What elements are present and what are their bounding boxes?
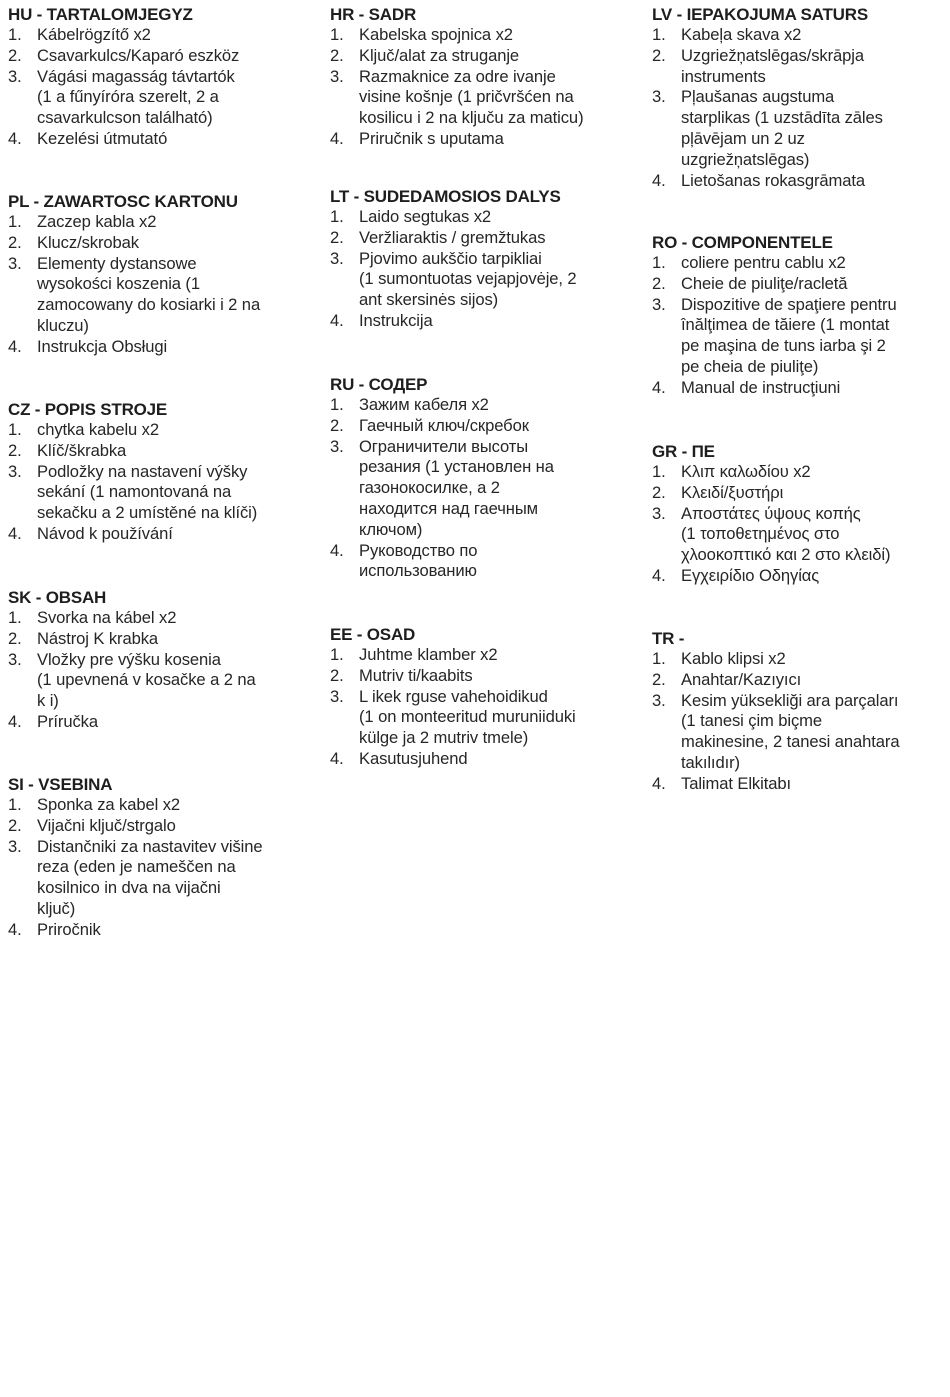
- item-text: Εγχειρίδιο Οδηγίας: [681, 565, 820, 585]
- list-item: [330, 46, 642, 67]
- item-number: 4.: [652, 565, 666, 585]
- item-text: Návod k používání: [37, 523, 173, 543]
- item-text: Príručka: [37, 711, 98, 731]
- item-text: Ограничители высоты резания (1 установлен на газонокосилке, а 2 находится над гаечным ключом): [359, 436, 554, 539]
- item-number: 1.: [330, 207, 344, 226]
- list-item: [652, 295, 948, 378]
- section-cz: [8, 399, 320, 545]
- item-text: Priročnik: [37, 919, 101, 939]
- item-list: [652, 25, 948, 191]
- list-item: [330, 437, 642, 541]
- item-text: Kabelska spojnica x2: [359, 25, 513, 44]
- item-number: 2.: [652, 669, 666, 689]
- item-text: coliere pentru cablu x2: [681, 253, 846, 272]
- section-heading: GR - ΠΕ: [652, 442, 715, 461]
- list-item: [330, 541, 642, 583]
- item-number: 3.: [652, 503, 666, 523]
- section-gr: [652, 441, 948, 587]
- item-text: Κλιπ καλωδίου x2: [681, 462, 811, 481]
- item-text: Juhtme klamber x2: [359, 645, 498, 664]
- list-item: [8, 608, 320, 629]
- list-item: [330, 645, 642, 666]
- item-list: [8, 212, 320, 358]
- item-text: Sponka za kabel x2: [37, 795, 181, 814]
- item-text: Klíč/škrabka: [37, 440, 127, 460]
- item-number: 4.: [8, 919, 22, 939]
- section-ee: [330, 624, 642, 770]
- list-item: [330, 129, 642, 150]
- item-text: Kablo klipsi x2: [681, 649, 786, 668]
- section-sk: [8, 587, 320, 733]
- item-number: 4.: [330, 540, 344, 560]
- section-heading: HR - SADR: [330, 5, 417, 24]
- item-list: [8, 608, 320, 733]
- item-number: 3.: [8, 253, 22, 273]
- item-text: Csavarkulcs/Kaparó eszköz: [37, 45, 240, 65]
- item-number: 3.: [8, 66, 22, 86]
- section-si: [8, 774, 320, 941]
- item-list: [8, 420, 320, 545]
- item-number: 3.: [8, 649, 22, 669]
- item-text: Kezelési útmutató: [37, 128, 168, 148]
- item-text: Kábelrögzítő x2: [37, 25, 151, 44]
- item-text: Руководство по использованию: [359, 540, 478, 581]
- list-item: [8, 816, 320, 837]
- item-text: Razmaknice za odre ivanje visine košnje (1 pričvršćen na kosilicu i 2 na ključu za maticu): [359, 66, 584, 128]
- item-number: 1.: [8, 608, 22, 627]
- item-number: 1.: [652, 649, 666, 668]
- list-item: [8, 441, 320, 462]
- item-number: 4.: [330, 310, 344, 330]
- list-item: [8, 129, 320, 150]
- item-list: [330, 207, 642, 332]
- list-item: [8, 212, 320, 233]
- list-item: [8, 233, 320, 254]
- item-number: 1.: [652, 253, 666, 272]
- list-item: [330, 416, 642, 437]
- list-item: [8, 67, 320, 129]
- item-number: 4.: [8, 523, 22, 543]
- list-item: [330, 207, 642, 228]
- item-number: 4.: [8, 711, 22, 731]
- item-number: 3.: [652, 690, 666, 710]
- item-number: 3.: [330, 436, 344, 456]
- item-number: 4.: [330, 128, 344, 148]
- section-ro: [652, 232, 948, 399]
- section-heading: EE - OSAD: [330, 625, 416, 644]
- list-item: [652, 566, 948, 587]
- section-heading: PL - ZAWARTOSC KARTONU: [8, 192, 238, 211]
- list-item: [652, 171, 948, 192]
- item-text: Mutriv ti/kaabits: [359, 665, 473, 685]
- item-text: Manual de instrucţiuni: [681, 377, 841, 397]
- item-number: 2.: [330, 227, 344, 247]
- item-text: Vijačni ključ/strgalo: [37, 815, 176, 835]
- item-text: Anahtar/Kazıyıcı: [681, 669, 802, 689]
- section-heading: SK - OBSAH: [8, 588, 107, 607]
- item-number: 3.: [8, 461, 22, 481]
- list-item: [330, 749, 642, 770]
- item-text: Instrukcija: [359, 310, 433, 330]
- item-text: Priručnik s uputama: [359, 128, 504, 148]
- section-heading: TR -: [652, 629, 685, 648]
- item-number: 4.: [652, 773, 666, 793]
- item-text: Kasutusjuhend: [359, 748, 468, 768]
- list-item: [652, 25, 948, 46]
- list-item: [652, 483, 948, 504]
- item-text: Laido segtukas x2: [359, 207, 492, 226]
- list-item: [330, 666, 642, 687]
- item-text: Pjovimo aukščio tarpikliai (1 sumontuotas vejapjovėje, 2 ant skersinės sijos): [359, 248, 577, 310]
- item-text: Nástroj K krabka: [37, 628, 159, 648]
- item-number: 1.: [8, 212, 22, 231]
- item-list: [330, 25, 642, 150]
- section-heading: CZ - POPIS STROJE: [8, 400, 168, 419]
- item-text: Vložky pre výšku kosenia (1 upevnená v kosačke a 2 na k i): [37, 649, 256, 711]
- item-text: Distančniki za nastavitev višine reza (eden je nameščen na kosilnico in dva na vijačni ključ): [37, 836, 263, 918]
- item-number: 2.: [8, 628, 22, 648]
- item-text: Lietošanas rokasgrāmata: [681, 170, 866, 190]
- section-heading: LV - IEPAKOJUMA SATURS: [652, 5, 868, 24]
- item-number: 2.: [330, 415, 344, 435]
- section-heading: SI - VSEBINA: [8, 775, 113, 794]
- list-item: [652, 649, 948, 670]
- list-item: [8, 254, 320, 337]
- item-text: Kesim yüksekliği ara parçaları (1 tanesi çim biçme makinesine, 2 tanesi anahtara takılıdır): [681, 690, 900, 772]
- list-item: [330, 311, 642, 332]
- item-number: 3.: [330, 66, 344, 86]
- item-list: [652, 649, 948, 795]
- item-list: [8, 795, 320, 941]
- list-item: [652, 274, 948, 295]
- list-item: [8, 650, 320, 712]
- list-item: [652, 87, 948, 170]
- item-list: [652, 462, 948, 587]
- item-text: Αποστάτες ύψους κοπής (1 τοποθετημένος στο χλοοκοπτικό και 2 στο κλειδί): [681, 503, 891, 565]
- section-heading: LT - SUDEDAMOSIOS DALYS: [330, 187, 561, 206]
- section-pl: [8, 191, 320, 358]
- item-text: L ikek rguse vahehoidikud (1 on monteeritud muruniiduki külge ja 2 mutriv tmele): [359, 686, 576, 748]
- list-item: [8, 337, 320, 358]
- section-tr: [652, 628, 948, 795]
- item-text: Veržliaraktis / gremžtukas: [359, 227, 546, 247]
- list-item: [8, 920, 320, 941]
- item-text: Cheie de piuliţe/racletă: [681, 273, 848, 293]
- list-item: [8, 462, 320, 524]
- item-number: 2.: [8, 440, 22, 460]
- item-number: 3.: [8, 836, 22, 856]
- list-item: [652, 462, 948, 483]
- list-item: [330, 395, 642, 416]
- item-text: Instrukcja Obsługi: [37, 336, 168, 356]
- list-item: [8, 46, 320, 67]
- item-number: 4.: [8, 336, 22, 356]
- list-item: [652, 46, 948, 88]
- section-heading: RU - СОДЕР: [330, 375, 428, 394]
- item-text: Ključ/alat za struganje: [359, 45, 520, 65]
- section-hr: [330, 4, 642, 150]
- item-text: Podložky na nastavení výšky sekání (1 namontovaná na sekačku a 2 umístěné na klíči): [37, 461, 258, 523]
- section-heading: RO - COMPONENTELE: [652, 233, 833, 252]
- list-item: [652, 378, 948, 399]
- item-number: 1.: [652, 25, 666, 44]
- item-text: Elementy dystansowe wysokości koszenia (1 zamocowany do kosiarki i 2 na kluczu): [37, 253, 261, 335]
- item-text: Гаечный ключ/скребок: [359, 415, 529, 435]
- item-number: 2.: [8, 45, 22, 65]
- item-text: Dispozitive de spaţiere pentru înălţimea de tăiere (1 montat pe maşina de tuns iarba şi 2 pe cheia de piuliţe): [681, 294, 897, 376]
- item-list: [330, 395, 642, 582]
- item-text: Κλειδί/ξυστήρι: [681, 482, 784, 502]
- list-item: [330, 687, 642, 749]
- item-number: 1.: [8, 795, 22, 814]
- item-number: 4.: [8, 128, 22, 148]
- item-number: 4.: [652, 377, 666, 397]
- item-text: Pļaušanas augstuma starplikas (1 uzstādīta zāles pļāvējam un 2 uz uzgriežņatslēgas): [681, 87, 883, 169]
- item-number: 3.: [330, 686, 344, 706]
- item-list: [652, 253, 948, 399]
- list-item: [8, 420, 320, 441]
- item-text: Kabeļa skava x2: [681, 25, 802, 44]
- list-item: [330, 249, 642, 311]
- section-lv: [652, 4, 948, 191]
- item-text: Svorka na kábel x2: [37, 608, 177, 627]
- item-text: Talimat Elkitabı: [681, 773, 791, 793]
- list-item: [8, 524, 320, 545]
- item-number: 1.: [8, 420, 22, 439]
- list-item: [652, 504, 948, 566]
- item-number: 2.: [8, 232, 22, 252]
- item-number: 2.: [652, 482, 666, 502]
- item-number: 2.: [330, 665, 344, 685]
- item-text: Klucz/skrobak: [37, 232, 139, 252]
- list-item: [652, 670, 948, 691]
- list-item: [330, 228, 642, 249]
- item-text: Vágási magasság távtartók (1 a fűnyíróra szerelt, 2 a csavarkulcson található): [37, 66, 235, 128]
- list-item: [652, 253, 948, 274]
- list-item: [8, 795, 320, 816]
- item-number: 3.: [652, 87, 666, 107]
- item-number: 4.: [330, 748, 344, 768]
- item-number: 3.: [330, 248, 344, 268]
- item-number: 3.: [652, 294, 666, 314]
- section-ru: [330, 374, 642, 582]
- item-text: Zaczep kabla x2: [37, 212, 157, 231]
- list-item: [8, 629, 320, 650]
- item-number: 1.: [652, 462, 666, 481]
- list-item: [330, 25, 642, 46]
- item-number: 2.: [330, 45, 344, 65]
- item-number: 1.: [8, 25, 22, 44]
- item-number: 2.: [652, 45, 666, 65]
- list-item: [330, 67, 642, 129]
- section-lt: [330, 186, 642, 332]
- item-text: Uzgriežņatslēgas/skrāpja instruments: [681, 45, 864, 86]
- list-item: [652, 691, 948, 774]
- list-item: [8, 25, 320, 46]
- item-number: 1.: [330, 395, 344, 414]
- item-text: Зажим кабеля x2: [359, 395, 489, 414]
- list-item: [8, 712, 320, 733]
- item-number: 4.: [652, 170, 666, 190]
- item-list: [8, 25, 320, 150]
- item-number: 2.: [8, 815, 22, 835]
- item-number: 1.: [330, 25, 344, 44]
- item-text: chytka kabelu x2: [37, 420, 160, 439]
- list-item: [8, 837, 320, 920]
- item-list: [330, 645, 642, 770]
- section-hu: [8, 4, 320, 150]
- item-number: 2.: [652, 273, 666, 293]
- list-item: [652, 774, 948, 795]
- item-number: 1.: [330, 645, 344, 664]
- section-heading: HU - TARTALOMJEGYZ: [8, 5, 193, 24]
